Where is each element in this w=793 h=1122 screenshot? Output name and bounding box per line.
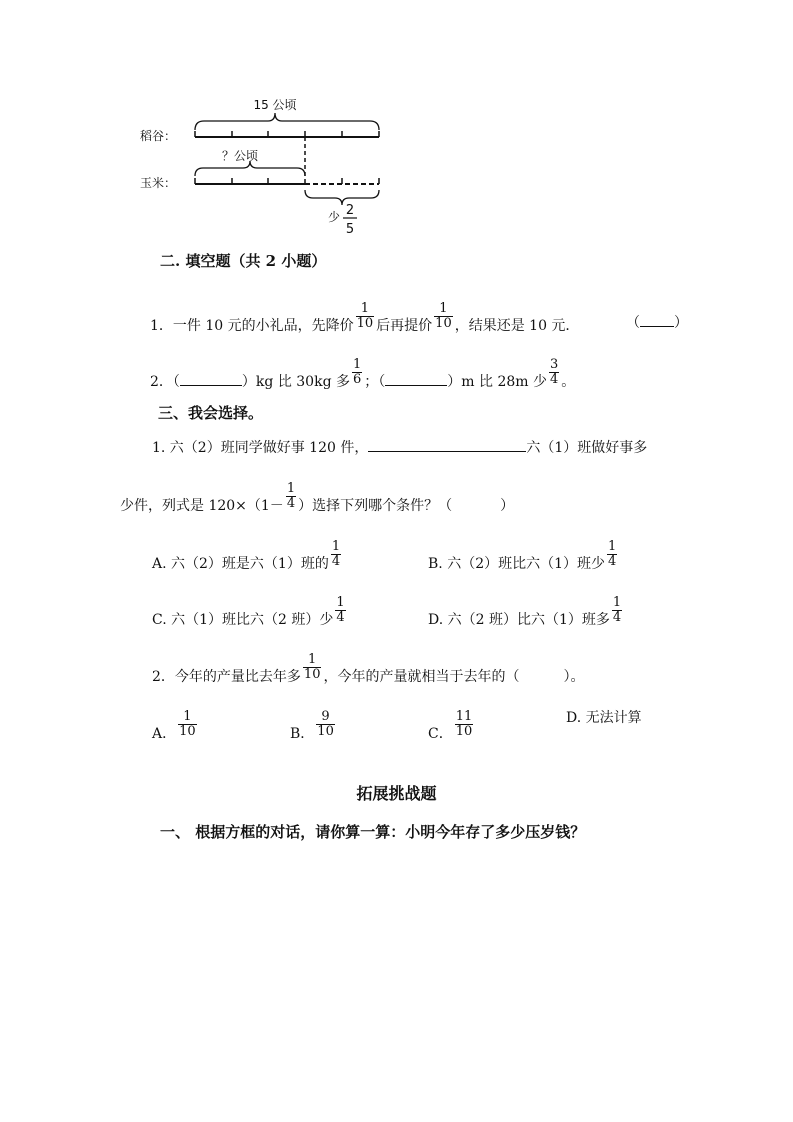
frac-num: 3 [549,357,559,372]
q1-answer-blank[interactable] [640,326,674,327]
option-a-text: A. 六（2）班是六（1）班的 [152,556,329,573]
frac-num: 1 [356,302,375,317]
q1-text-part2: 后再提价 [376,318,433,335]
q2-text-part3: ；（ [364,374,386,391]
s3-q2-text-c: ）。 [563,669,585,686]
s3-q1-line1 [152,437,647,457]
q2-text-part4: ）m 比 28m 少 [447,374,547,391]
frac-den: 4 [608,553,617,569]
option-fraction [178,710,197,738]
s3-q1-blank[interactable] [368,451,526,452]
frac-den: 4 [612,609,622,625]
option-label: C． [428,726,453,743]
q1-answer-box [626,312,688,332]
less-label: 少 [328,210,341,224]
frac-num: 1 [178,710,197,725]
q1-fraction-2 [434,302,453,330]
q2-text-part2: ）kg 比 30kg 多 [241,374,350,391]
frac-num: 1 [331,539,341,554]
q1-text-part1: 1．一件 10 元的小礼品，先降价 [150,318,354,335]
extension-title: 拓展挑战题 [356,784,437,803]
frac-num: 9 [316,710,335,725]
s3-q1-option-a[interactable] [152,539,343,578]
less-fraction-denominator: 5 [345,222,355,237]
s3-q1-option-b[interactable] [428,539,619,578]
frac-num: 1 [352,357,362,372]
frac-den: 4 [286,495,296,511]
frac-num: 1 [434,302,453,317]
corn-label: 玉米： [140,176,177,190]
s3-q1-text-d: ）选择下列哪个条件？（ [298,498,453,515]
frac-den: 4 [549,371,559,387]
q2-fraction-1 [352,358,362,386]
rice-total-brace [195,113,379,130]
option-label: B． [290,726,315,743]
frac-num: 1 [336,595,345,610]
s3-q1-text-b: 六（1）班做好事多 [526,440,648,456]
s3-q1-text-e: ） [500,498,515,515]
frac-den: 10 [435,315,452,331]
frac-den: 10 [179,723,196,739]
option-c-text: C. 六（1）班比六（2 班）少 [152,612,334,629]
less-fraction-numerator: 2 [345,203,355,218]
option-label: A． [152,726,177,743]
frac-num: 1 [608,539,617,554]
option-c-fraction [335,596,345,624]
option-d-text: D. 六（2 班）比六（1）班多 [428,612,610,629]
rice-total-label: 15 公顷 [253,98,297,112]
corn-unknown-label: ？公顷 [221,149,259,163]
frac-den: 10 [317,723,334,739]
q2-fraction-2 [549,358,559,386]
frac-den: 10 [356,315,374,331]
option-d-fraction [612,596,622,624]
q2-blank-1[interactable] [180,385,242,386]
less-brace [305,190,379,205]
corn-brace [195,161,305,176]
section2-q1 [150,301,580,340]
paren-open: （ [626,315,640,331]
segment-diagram [130,90,400,240]
option-b-text: B. 六（2）班比六（1）班少 [428,556,606,573]
frac-den: 4 [336,609,345,625]
option-fraction [316,710,335,738]
frac-num: 11 [455,709,473,724]
q2-blank-2[interactable] [385,385,447,386]
frac-den: 4 [331,553,341,569]
s3-q1-option-c[interactable] [152,595,348,634]
option-fraction [455,710,474,738]
q2-text-part1: 2．（ [150,374,180,391]
q1-fraction-1 [356,302,375,330]
section2-q2 [150,357,576,396]
frac-num: 1 [286,481,296,496]
frac-num: 1 [612,595,622,610]
s3-q2-text-b: ，今年的产量就相当于去年的（ [323,669,520,686]
q2-text-part5: 。 [561,374,576,391]
s3-q2-option-b[interactable] [290,709,337,748]
s3-q2-option-d[interactable]: D. 无法计算 [566,710,642,726]
s3-q1-text-c: 少件，列式是 120×（1－ [120,498,284,515]
rice-label: 稻谷： [140,129,177,143]
section3-title: 三、我会选择。 [158,404,264,422]
s3-q2-option-a[interactable] [152,709,199,748]
s3-q2-option-c[interactable] [428,709,475,748]
option-a-fraction [331,540,341,568]
frac-num: 1 [303,653,322,668]
s3-q1-text-a: 1. 六（2）班同学做好事 120 件， [152,440,369,456]
frac-den: 10 [455,723,473,739]
s3-q2 [152,652,585,691]
s3-q1-fraction [286,482,296,510]
s3-q2-fraction [303,653,322,681]
q1-text-part3: ，结果还是 10 元． [454,318,580,335]
frac-den: 6 [352,371,362,387]
extension-question-1: 一、 根据方框的对话，请你算一算：小明今年存了多少压岁钱？ [160,823,586,841]
s3-q1-line2 [120,481,515,520]
s3-q1-option-d[interactable] [428,595,624,634]
s3-q2-text-a: 2．今年的产量比去年多 [152,669,301,686]
paren-close: ） [674,315,688,331]
section2-title: 二. 填空题（共 2 小题） [160,252,327,270]
option-b-fraction [607,540,617,568]
frac-den: 10 [303,666,321,682]
